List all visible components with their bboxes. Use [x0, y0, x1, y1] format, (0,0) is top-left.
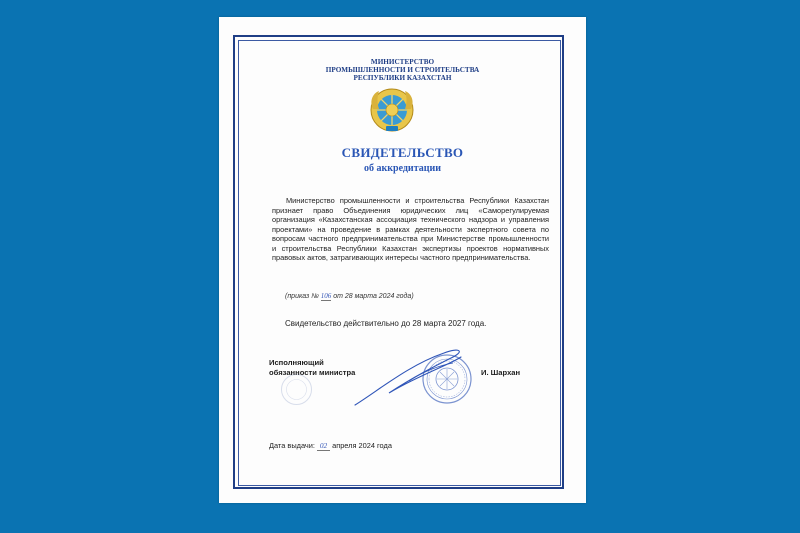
issue-date-prefix: Дата выдачи:: [269, 441, 315, 450]
state-emblem-icon: [369, 87, 415, 133]
validity-statement: Свидетельство действительно до 28 марта 2027 года.: [285, 319, 487, 328]
issue-date: [269, 441, 392, 451]
document-subtitle: об аккредитации: [363, 163, 442, 174]
handwritten-signature-icon: [349, 335, 469, 415]
order-reference: [285, 292, 414, 301]
signatory-name: И. Шархан: [481, 368, 521, 377]
signatory-position-line-1: Исполняющий: [269, 358, 324, 367]
issue-date-suffix: апреля 2024 года: [332, 441, 392, 450]
ministry-name-line-1: МИНИСТЕРСТВО: [370, 58, 435, 66]
body-paragraph: Министерство промышленности и строительства Республики Казахстан признает право Объединения юридических лиц «Саморегулируемая организация «Казахстанская ассоциация технического надзора и управления проектами» на проведение в рамках деятельности экспертного совета по вопросам частного предпринимательства при Министерстве промышленности и строительства Республики Казахстан экспертизы проектов нормативных правовых актов, затрагивающих интересы частного предпринимательства.: [272, 196, 549, 262]
signatory-position-line-2: обязанности министра: [269, 368, 356, 377]
order-number: 106: [320, 292, 332, 300]
issue-day: 02: [317, 441, 330, 451]
signatory-position: [269, 358, 355, 378]
ministry-name-line-2: ПРОМЫШЛЕННОСТИ И СТРОИТЕЛЬСТВА: [325, 66, 480, 74]
document-title: СВИДЕТЕЛЬСТВО: [341, 145, 464, 160]
order-prefix: (приказ №: [285, 293, 319, 300]
certificate-page: [219, 17, 586, 503]
ministry-name-line-3: РЕСПУБЛИКИ КАЗАХСТАН: [353, 74, 452, 82]
order-suffix: от 28 марта 2024 года): [333, 293, 414, 300]
